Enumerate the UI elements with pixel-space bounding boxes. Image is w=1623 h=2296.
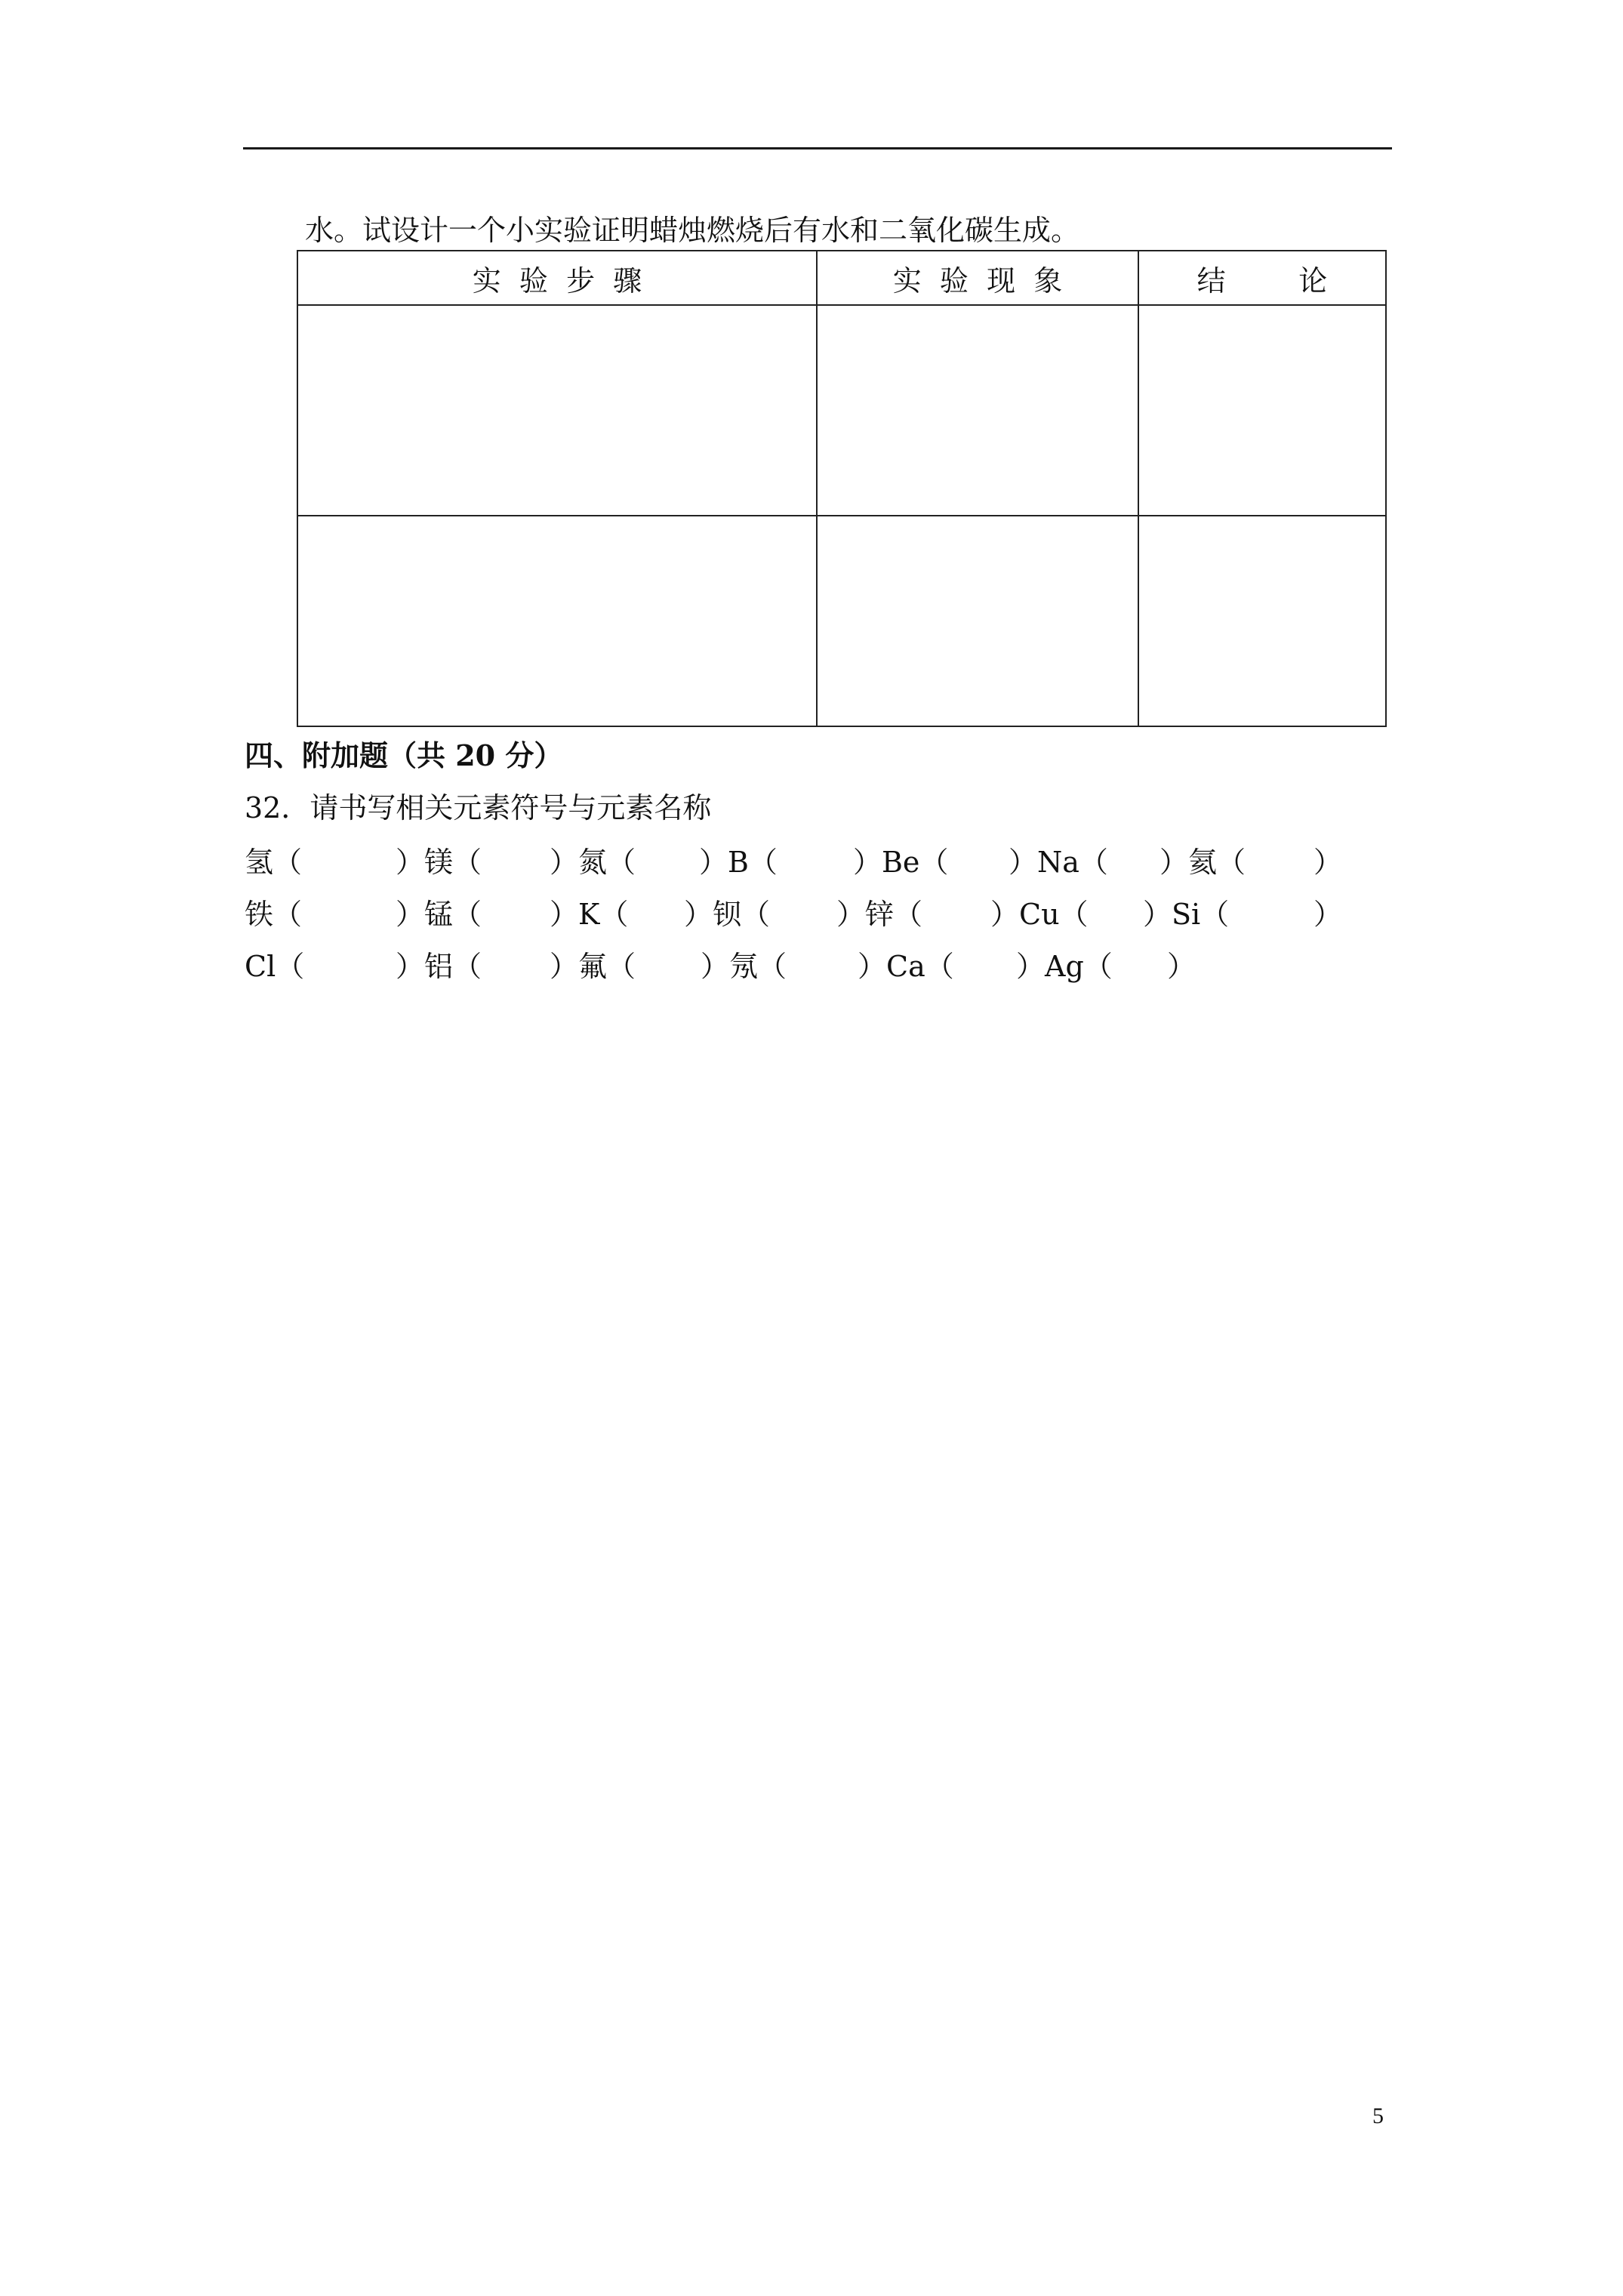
element-item: ）锰（ <box>396 898 482 931</box>
cell-phenomena-2[interactable] <box>817 516 1138 726</box>
element-item: ）B（ <box>699 846 778 879</box>
element-item: ）Ag（ <box>1016 950 1113 983</box>
element-item: ）锌（ <box>836 898 923 931</box>
element-row-1 <box>245 843 1392 881</box>
element-row-2 <box>245 895 1392 933</box>
element-row-3 <box>245 948 1392 985</box>
element-item: ） <box>1313 846 1343 879</box>
section-title: 四、附加题（共 20 分） <box>245 738 563 772</box>
element-item: ）氟（ <box>550 950 636 983</box>
experiment-table <box>297 250 1387 727</box>
element-item: ）氖（ <box>701 950 787 983</box>
element-item: ）Cu（ <box>990 898 1089 931</box>
cell-steps-1[interactable] <box>297 305 817 516</box>
question-32: 32．请书写相关元素符号与元素名称 <box>245 791 712 824</box>
cell-conclusion-2[interactable] <box>1138 516 1386 726</box>
element-item: ）铝（ <box>396 950 482 983</box>
element-item: ）Ca（ <box>858 950 954 983</box>
header-conclusion: 结 论 <box>1138 251 1386 305</box>
intro-text: 水。试设计一个小实验证明蜡烛燃烧后有水和二氧化碳生成。 <box>305 214 1080 247</box>
element-item: ）Na（ <box>1009 846 1108 879</box>
header-rule <box>243 147 1392 149</box>
cell-phenomena-1[interactable] <box>817 305 1138 516</box>
element-item: ）氮（ <box>550 846 636 879</box>
element-item: 铁（ <box>245 898 303 931</box>
header-phenomena: 实 验 现 象 <box>817 251 1138 305</box>
table-row <box>297 305 1386 516</box>
element-item: ） <box>1167 950 1196 983</box>
element-item: ）Be（ <box>853 846 949 879</box>
element-item: ） <box>1313 898 1343 931</box>
element-item: ）氦（ <box>1160 846 1246 879</box>
element-item: ）钡（ <box>684 898 771 931</box>
element-item: Cl（ <box>245 950 305 983</box>
header-steps: 实 验 步 骤 <box>297 251 817 305</box>
table-row <box>297 516 1386 726</box>
page-number: 5 <box>1372 2103 1384 2128</box>
element-item: ）Si（ <box>1143 898 1230 931</box>
element-item: ）镁（ <box>396 846 482 879</box>
cell-steps-2[interactable] <box>297 516 817 726</box>
cell-conclusion-1[interactable] <box>1138 305 1386 516</box>
table-header-row <box>297 251 1386 305</box>
element-item: ）K（ <box>550 898 629 931</box>
element-item: 氢（ <box>245 846 303 879</box>
